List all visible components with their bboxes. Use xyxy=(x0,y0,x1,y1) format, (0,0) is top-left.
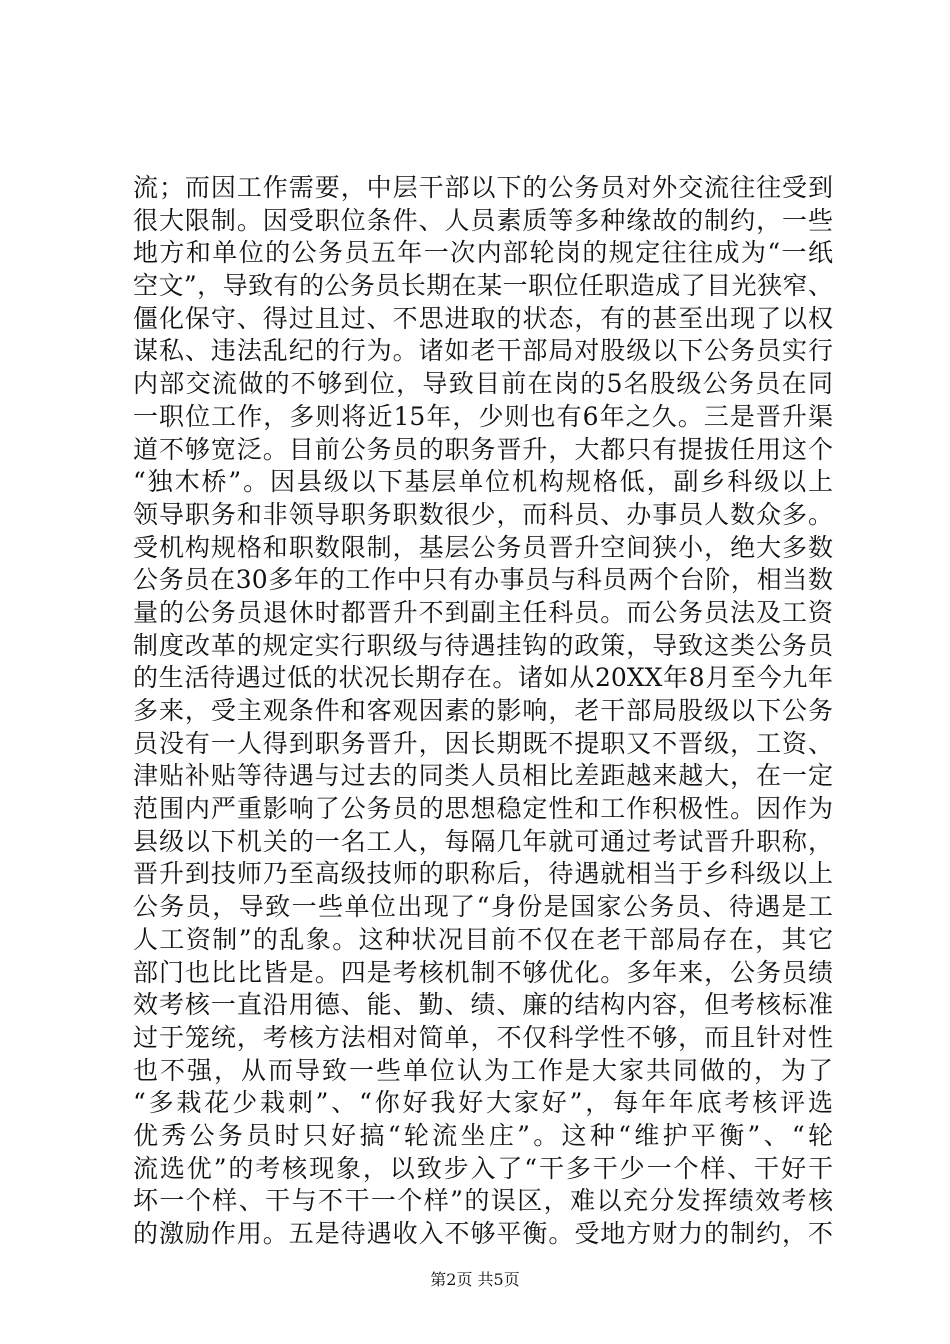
text-line: 公务员，导致一些单位出现了“身份是国家公务员、待遇是工 xyxy=(133,892,833,922)
text-line: 县级以下机关的一名工人，每隔几年就可通过考试晋升职称， xyxy=(133,826,833,856)
text-line: 僵化保守、得过且过、不思进取的状态，有的甚至出现了以权 xyxy=(133,303,833,333)
text-line: 内部交流做的不够到位，导致目前在岗的5名股级公务员在同 xyxy=(133,369,833,399)
page-footer: 第2页 共5页 xyxy=(430,1270,520,1289)
text-line: 公务员在30多年的工作中只有办事员与科员两个台阶，相当数 xyxy=(133,565,833,595)
text-line: “独木桥”。因县级以下基层单位机构规格低，副乡科级以上 xyxy=(133,467,833,497)
text-line: 多来，受主观条件和客观因素的影响，老干部局股级以下公务 xyxy=(133,696,833,725)
text-line: 员没有一人得到职务晋升，因长期既不提职又不晋级，工资、 xyxy=(133,728,833,758)
text-line: 部门也比比皆是。四是考核机制不够优化。多年来，公务员绩 xyxy=(133,957,833,987)
text-line: 的生活待遇过低的状况长期存在。诸如从20XX年8月至今九年 xyxy=(133,663,833,693)
text-line: 制度改革的规定实行职级与待遇挂钩的政策，导致这类公务员 xyxy=(133,630,833,660)
text-line: 人工资制”的乱象。这种状况目前不仅在老干部局存在，其它 xyxy=(133,924,833,954)
text-line: 受机构规格和职数限制，基层公务员晋升空间狭小，绝大多数 xyxy=(133,532,833,562)
text-line: 领导职务和非领导职务职数很少，而科员、办事员人数众多。 xyxy=(133,499,833,529)
text-line: 一职位工作，多则将近15年，少则也有6年之久。三是晋升渠 xyxy=(133,401,833,431)
text-line: 很大限制。因受职位条件、人员素质等多种缘故的制约，一些 xyxy=(133,205,833,235)
text-line: 过于笼统，考核方法相对简单，不仅科学性不够，而且针对性 xyxy=(133,1022,833,1052)
text-line: 道不够宽泛。目前公务员的职务晋升，大都只有提拔任用这个 xyxy=(133,434,833,464)
body-text xyxy=(133,172,833,1251)
text-line: 谋私、违法乱纪的行为。诸如老干部局对股级以下公务员实行 xyxy=(133,336,833,366)
text-line: 流选优”的考核现象，以致步入了“干多干少一个样、干好干 xyxy=(133,1153,833,1183)
text-line: 晋升到技师乃至高级技师的职称后，待遇就相当于乡科级以上 xyxy=(133,859,833,889)
text-line: 优秀公务员时只好搞“轮流坐庄”。这种“维护平衡”、“轮 xyxy=(133,1120,833,1150)
text-line: 流；而因工作需要，中层干部以下的公务员对外交流往往受到 xyxy=(133,173,833,202)
text-line: 津贴补贴等待遇与过去的同类人员相比差距越来越大，在一定 xyxy=(133,761,833,791)
text-line: “多栽花少栽刺”、“你好我好大家好”，每年年底考核评选 xyxy=(133,1088,833,1118)
text-line: 地方和单位的公务员五年一次内部轮岗的规定往往成为“一纸 xyxy=(133,238,833,268)
text-line: 的激励作用。五是待遇收入不够平衡。受地方财力的制约，不 xyxy=(133,1219,833,1248)
text-line: 坏一个样、干与不干一个样”的误区，难以充分发挥绩效考核 xyxy=(133,1186,833,1216)
text-line: 也不强，从而导致一些单位认为工作是大家共同做的，为了 xyxy=(133,1055,833,1085)
text-line: 量的公务员退休时都晋升不到副主任科员。而公务员法及工资 xyxy=(133,597,833,627)
text-line: 范围内严重影响了公务员的思想稳定性和工作积极性。因作为 xyxy=(133,794,833,824)
text-line: 空文”，导致有的公务员长期在某一职位任职造成了目光狭窄、 xyxy=(133,271,833,301)
text-line: 效考核一直沿用德、能、勤、绩、廉的结构内容，但考核标准 xyxy=(133,990,833,1020)
